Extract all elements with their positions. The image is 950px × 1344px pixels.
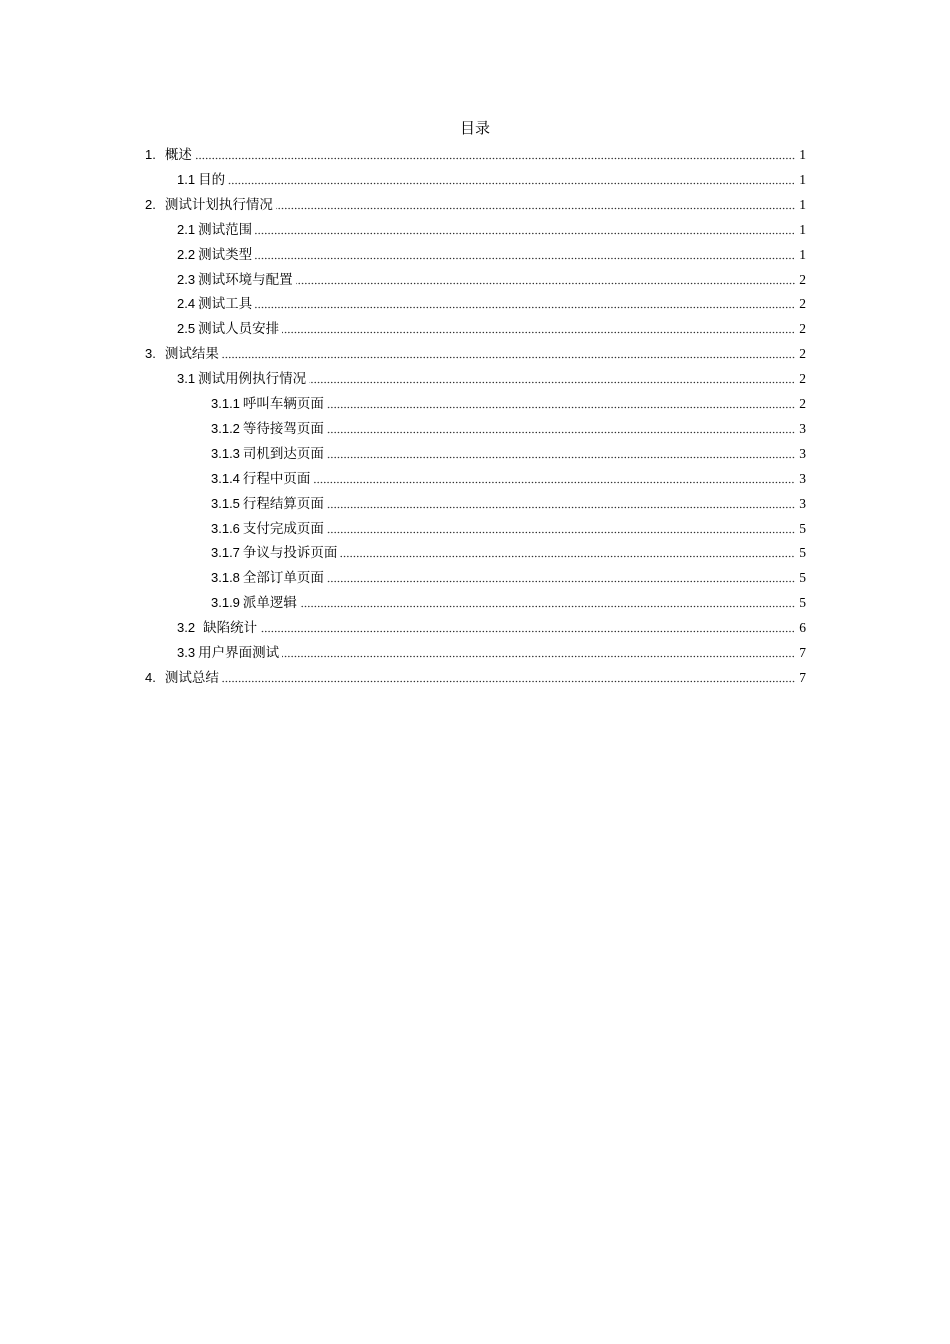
toc-entry[interactable] bbox=[177, 269, 806, 289]
toc-entry-text: 司机到达页面 bbox=[242, 445, 324, 462]
toc-leader-dots bbox=[327, 431, 795, 434]
toc-entry-text: 测试环境与配置 bbox=[198, 271, 293, 288]
toc-leader-dots bbox=[327, 406, 795, 409]
toc-entry-number: 3.1.5 bbox=[211, 495, 240, 511]
toc-entry[interactable] bbox=[177, 318, 806, 338]
toc-entry-text: 概述 bbox=[164, 147, 192, 163]
toc-entry-page: 5 bbox=[799, 570, 806, 586]
toc-leader-dots bbox=[222, 680, 795, 683]
toc-entry-text: 测试范围 bbox=[198, 221, 253, 238]
toc-entry-page: 1 bbox=[799, 147, 806, 162]
toc-entry-page: 7 bbox=[799, 669, 806, 685]
toc-entry-text: 目的 bbox=[198, 171, 226, 188]
toc-entry-number: 1. bbox=[145, 147, 156, 162]
toc-entry-number: 3.1.4 bbox=[211, 470, 240, 486]
toc-entry-number: 3.1.6 bbox=[211, 520, 240, 536]
toc-leader-dots bbox=[255, 306, 795, 309]
toc-entry-number: 3.2 bbox=[177, 620, 196, 636]
toc-leader-dots bbox=[222, 356, 795, 359]
toc-entry-text: 测试计划执行情况 bbox=[164, 196, 273, 213]
toc-leader-dots bbox=[228, 182, 795, 185]
toc-entry[interactable] bbox=[177, 617, 806, 637]
toc-entry-text: 争议与投诉页面 bbox=[242, 545, 338, 562]
toc-entry-page: 2 bbox=[799, 371, 806, 387]
toc-entry-number: 2.4 bbox=[177, 296, 196, 312]
toc-entry-text: 行程中页面 bbox=[242, 470, 311, 487]
toc-entry-page: 2 bbox=[799, 346, 806, 362]
toc-entry-number: 2.2 bbox=[177, 246, 196, 262]
toc-leader-dots bbox=[300, 605, 795, 608]
toc-entry-page: 2 bbox=[799, 321, 806, 337]
toc-entry-page: 2 bbox=[799, 271, 806, 287]
toc-leader-dots bbox=[296, 282, 795, 285]
toc-entry[interactable] bbox=[211, 592, 806, 612]
toc-entry-page: 3 bbox=[799, 470, 806, 486]
toc-entry-page: 3 bbox=[799, 495, 806, 511]
toc-entry-page: 1 bbox=[799, 246, 806, 262]
toc-entry[interactable] bbox=[145, 343, 806, 363]
toc-entry-page: 7 bbox=[799, 645, 806, 660]
toc-entry-text: 测试总结 bbox=[164, 669, 219, 686]
toc-entry[interactable] bbox=[177, 293, 806, 313]
toc-entry-page: 1 bbox=[799, 171, 806, 187]
toc-entry-number: 3. bbox=[145, 346, 156, 362]
toc-entry-text: 缺陷统计 bbox=[203, 620, 258, 637]
toc-leader-dots bbox=[255, 257, 795, 260]
toc-leader-dots bbox=[276, 207, 795, 210]
toc-entry-number: 3.3 bbox=[177, 645, 196, 660]
toc-entry-text: 测试人员安排 bbox=[198, 321, 280, 338]
toc-entry-text: 呼叫车辆页面 bbox=[242, 396, 324, 412]
toc-entry-number: 1.1 bbox=[177, 171, 196, 187]
toc-entry-number: 3.1.8 bbox=[211, 570, 240, 586]
toc-entry-number: 3.1 bbox=[177, 371, 196, 387]
toc-leader-dots bbox=[327, 531, 795, 534]
toc-leader-dots bbox=[340, 555, 795, 558]
toc-entry[interactable] bbox=[211, 418, 806, 438]
toc-leader-dots bbox=[327, 456, 795, 459]
toc-entry[interactable] bbox=[177, 368, 806, 388]
toc-entry[interactable] bbox=[177, 169, 806, 189]
toc-entry-text: 测试用例执行情况 bbox=[198, 371, 307, 388]
toc-entry[interactable] bbox=[211, 468, 806, 488]
toc-leader-dots bbox=[255, 232, 795, 235]
toc-entry[interactable] bbox=[211, 518, 806, 538]
toc-entry-page: 5 bbox=[799, 520, 806, 536]
toc-entry-page: 1 bbox=[799, 196, 806, 212]
toc-entry[interactable] bbox=[211, 443, 806, 463]
toc-entry-page: 3 bbox=[799, 420, 806, 436]
toc-entry-number: 2.5 bbox=[177, 321, 196, 337]
toc-entry-number: 2. bbox=[145, 196, 156, 212]
toc-leader-dots bbox=[260, 630, 795, 633]
toc-entry[interactable] bbox=[145, 144, 806, 164]
toc-entry-text: 派单逻辑 bbox=[242, 595, 297, 612]
toc-leader-dots bbox=[282, 331, 795, 334]
toc-entry-number: 3.1.1 bbox=[211, 396, 240, 411]
toc-leader-dots bbox=[309, 381, 795, 384]
toc-entry[interactable] bbox=[177, 244, 806, 264]
toc-entry-page: 1 bbox=[799, 221, 806, 237]
toc-entry-number: 3.1.3 bbox=[211, 445, 240, 461]
toc-entry-text: 测试类型 bbox=[198, 246, 253, 263]
toc-entry-text: 全部订单页面 bbox=[242, 570, 324, 587]
toc-entry-page: 5 bbox=[799, 595, 806, 611]
toc-entry-text: 测试结果 bbox=[164, 346, 219, 363]
toc-entry-number: 4. bbox=[145, 669, 156, 685]
toc-entry-number: 2.3 bbox=[177, 271, 196, 287]
toc-entry[interactable] bbox=[177, 642, 806, 662]
toc-entry-text: 测试工具 bbox=[198, 296, 253, 313]
toc-entry-page: 2 bbox=[799, 396, 806, 411]
toc-entry-number: 3.1.9 bbox=[211, 595, 240, 611]
toc-entry[interactable] bbox=[211, 393, 806, 413]
toc-entry[interactable] bbox=[145, 194, 806, 214]
toc-entry-number: 3.1.7 bbox=[211, 545, 240, 561]
toc-entry-page: 2 bbox=[799, 296, 806, 312]
toc-leader-dots bbox=[327, 506, 795, 509]
toc-entry-page: 3 bbox=[799, 445, 806, 461]
toc-entry-text: 行程结算页面 bbox=[242, 495, 324, 512]
toc-leader-dots bbox=[195, 157, 795, 160]
toc-leader-dots bbox=[282, 655, 795, 658]
toc-entry[interactable] bbox=[177, 219, 806, 239]
toc-title: 目录 bbox=[459, 119, 490, 137]
toc-entry-number: 2.1 bbox=[177, 221, 196, 237]
toc-entry-page: 5 bbox=[799, 545, 806, 561]
toc-entry-text: 等待接驾页面 bbox=[242, 420, 324, 437]
toc-leader-dots bbox=[327, 580, 795, 583]
toc-entry[interactable] bbox=[145, 667, 806, 687]
toc-entry[interactable] bbox=[211, 493, 806, 513]
toc-entry[interactable] bbox=[211, 542, 806, 562]
toc-entry-number: 3.1.2 bbox=[211, 420, 240, 436]
toc-leader-dots bbox=[313, 481, 795, 484]
toc-entry-text: 用户界面测试 bbox=[198, 645, 280, 661]
toc-entry-page: 6 bbox=[799, 620, 806, 636]
toc-entry-text: 支付完成页面 bbox=[242, 520, 324, 537]
toc-entry[interactable] bbox=[211, 567, 806, 587]
